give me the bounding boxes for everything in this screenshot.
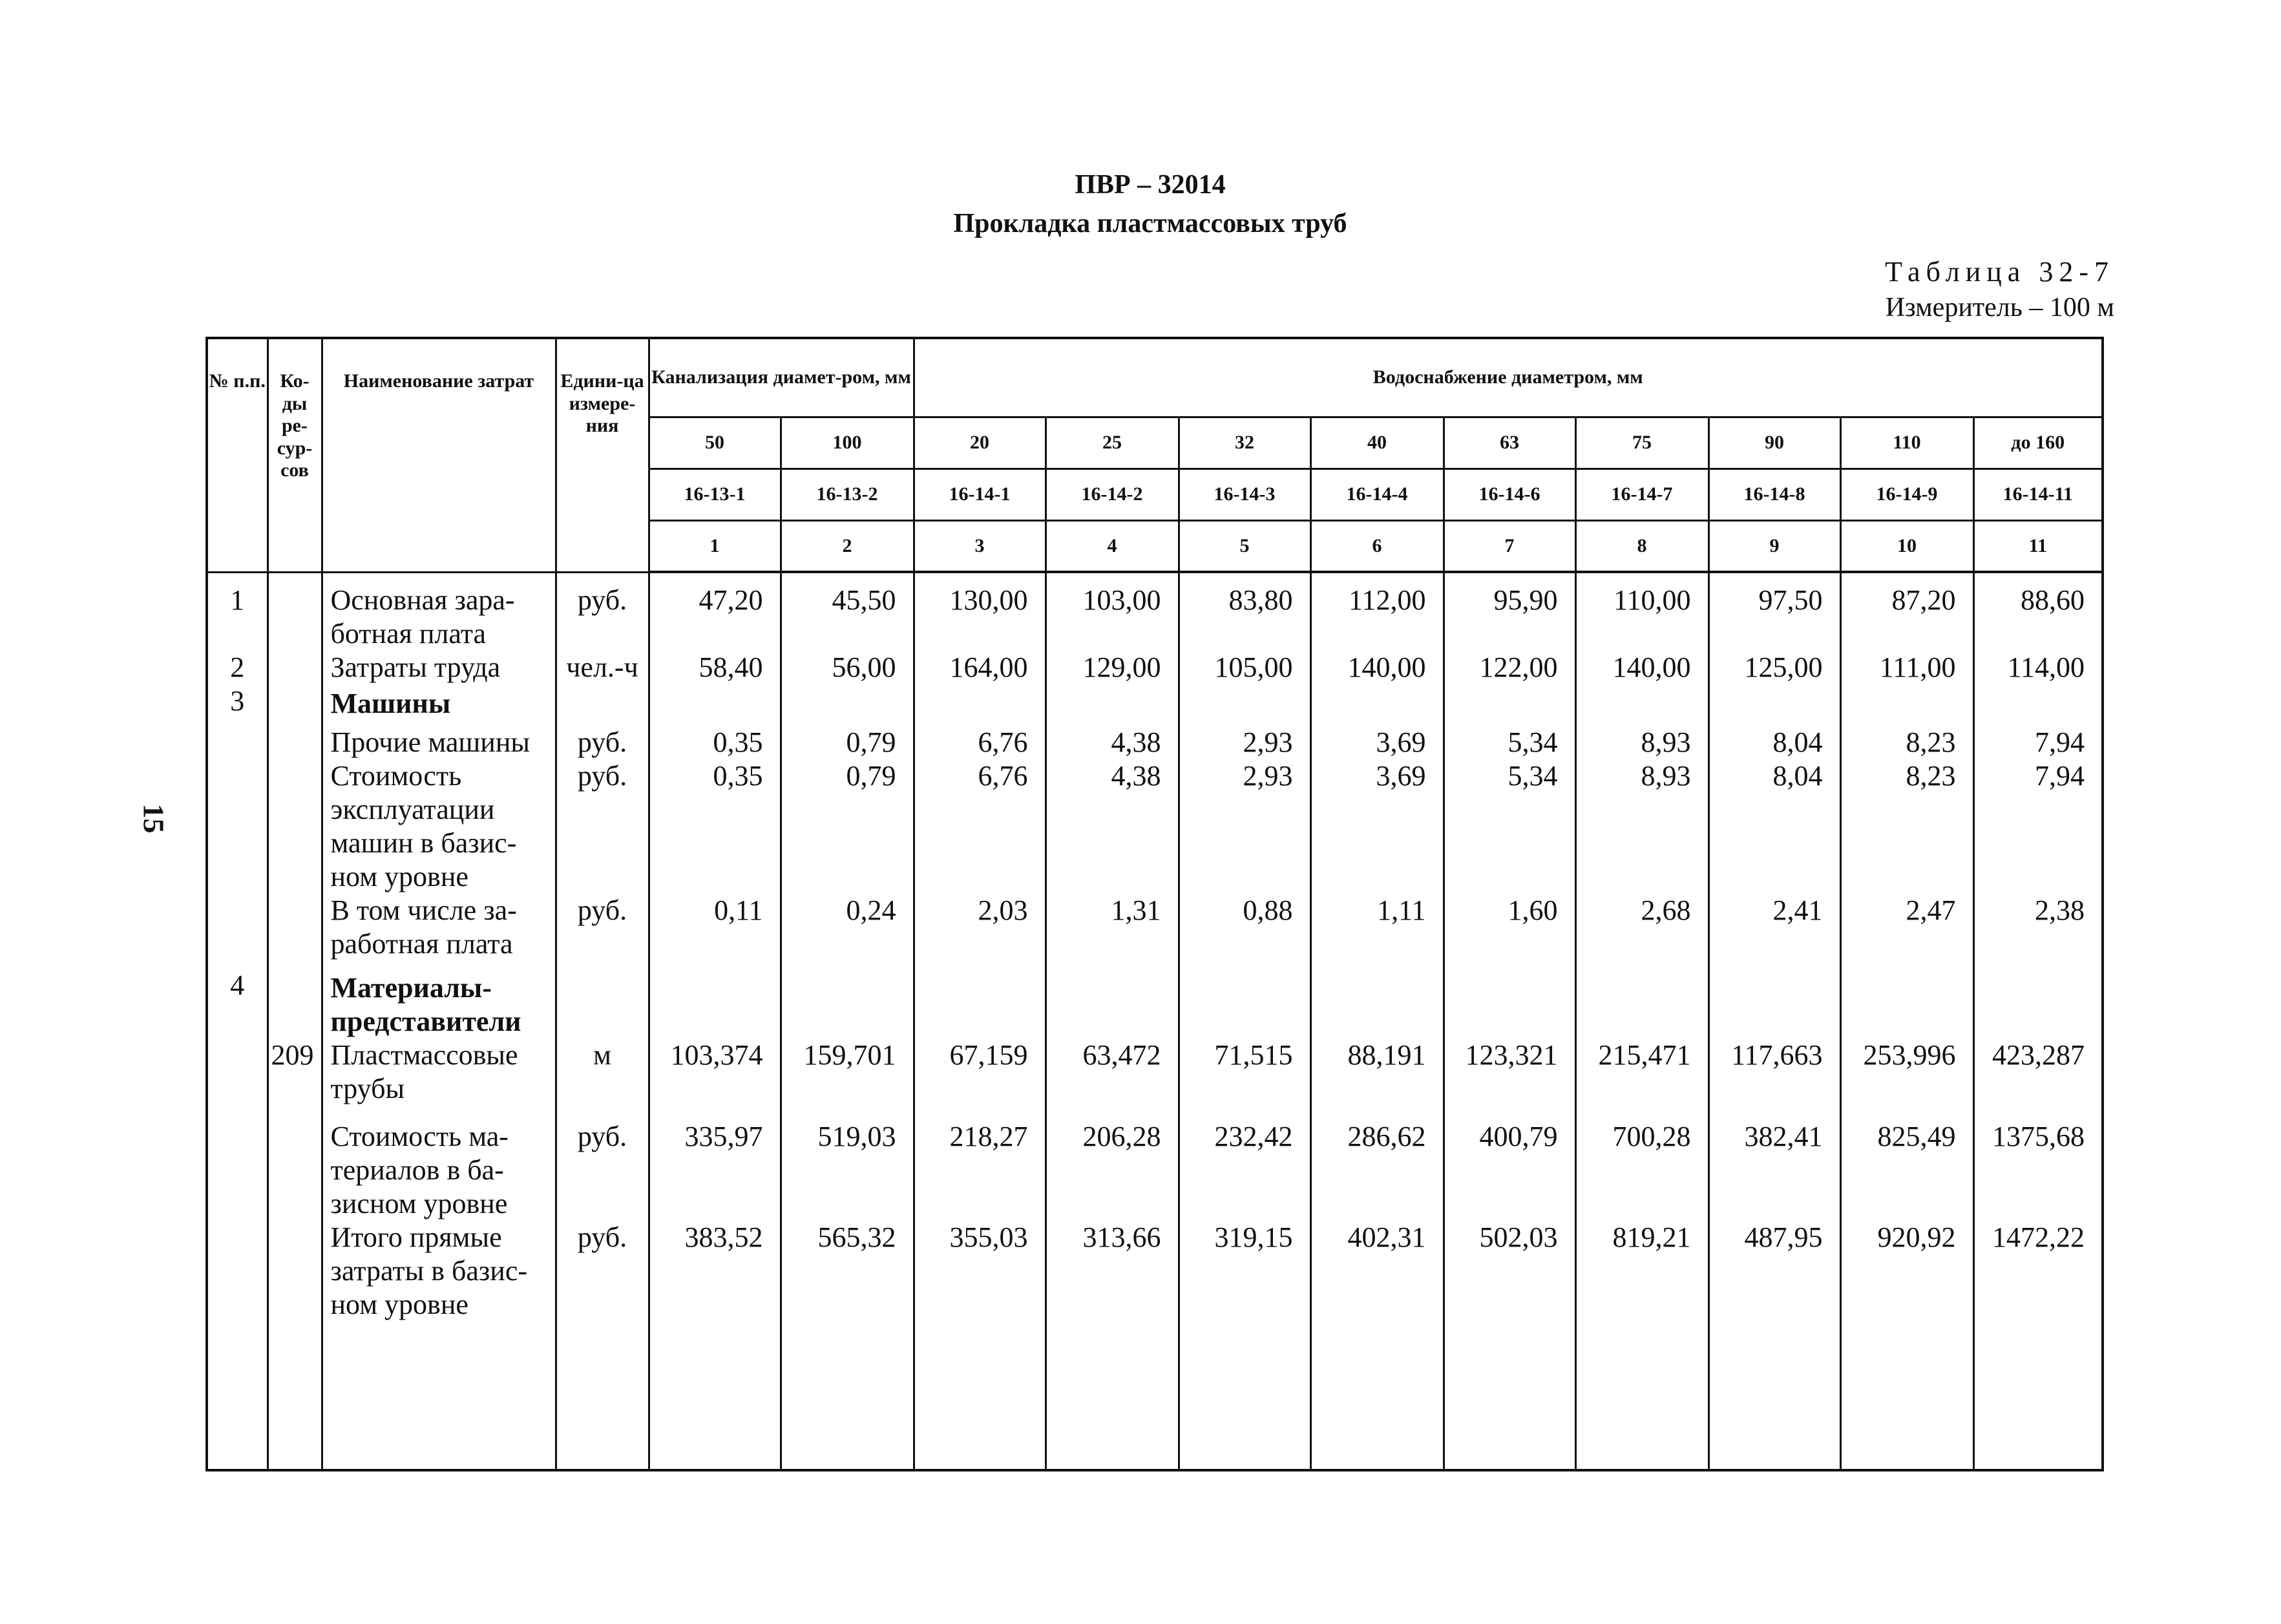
- value-cell: [781, 969, 914, 1039]
- table-row: [207, 1039, 2103, 1120]
- value-cell: 111,00: [1840, 651, 1973, 684]
- header-rate-code: 16-14-4: [1310, 469, 1444, 520]
- value-cell: 83,80: [1179, 584, 1310, 651]
- row-number: 4: [207, 969, 268, 1039]
- header-num: № п.п.: [207, 338, 268, 572]
- row-number: [207, 759, 268, 894]
- unit-of-measure: руб.: [556, 759, 649, 894]
- row-number: [207, 1039, 268, 1120]
- resource-code: [268, 759, 322, 894]
- value-cell: 2,68: [1575, 894, 1708, 969]
- cost-name: Машины: [322, 684, 556, 726]
- value-cell: 88,191: [1310, 1039, 1444, 1120]
- value-cell: 382,41: [1708, 1120, 1840, 1221]
- unit-of-measure: [556, 684, 649, 726]
- row-number: [207, 726, 268, 759]
- cost-name: Пластмассовые трубы: [322, 1039, 556, 1120]
- value-cell: 97,50: [1708, 584, 1840, 651]
- cost-name: Стоимость эксплуатации машин в базис-ном уровне: [322, 759, 556, 894]
- resource-code: [268, 1221, 322, 1355]
- value-cell: 825,49: [1840, 1120, 1973, 1221]
- filler-cell: [1179, 1355, 1310, 1470]
- header-diameter: 110: [1840, 417, 1973, 469]
- header-sewer-group: Канализация диамет-ром, мм: [649, 338, 914, 417]
- header-column-index: 3: [914, 520, 1046, 572]
- cost-name: Материалы-представители: [322, 969, 556, 1039]
- value-cell: 164,00: [914, 651, 1046, 684]
- spacer-cell: [649, 572, 781, 584]
- value-cell: 3,69: [1310, 759, 1444, 894]
- header-column-index: 6: [1310, 520, 1444, 572]
- table-row: [207, 584, 2103, 651]
- spacer-cell: [1708, 572, 1840, 584]
- filler-cell: [914, 1355, 1046, 1470]
- header-rate-code: 16-14-6: [1444, 469, 1575, 520]
- value-cell: 45,50: [781, 584, 914, 651]
- row-number: 1: [207, 584, 268, 651]
- filler-cell: [1708, 1355, 1840, 1470]
- spacer-cell: [1179, 572, 1310, 584]
- value-cell: 125,00: [1708, 651, 1840, 684]
- resource-code: [268, 584, 322, 651]
- spacer-cell: [781, 572, 914, 584]
- value-cell: 8,04: [1708, 726, 1840, 759]
- header-diameter: 100: [781, 417, 914, 469]
- value-cell: 215,471: [1575, 1039, 1708, 1120]
- value-cell: 140,00: [1310, 651, 1444, 684]
- value-cell: 130,00: [914, 584, 1046, 651]
- value-cell: [649, 969, 781, 1039]
- header-unit: Едини-ца измере-ния: [556, 338, 649, 572]
- value-cell: 56,00: [781, 651, 914, 684]
- spacer-cell: [556, 572, 649, 584]
- unit-of-measure: руб.: [556, 1221, 649, 1355]
- header-diameter: 25: [1046, 417, 1179, 469]
- header-diameter: до 160: [1973, 417, 2103, 469]
- value-cell: 122,00: [1444, 651, 1575, 684]
- unit-of-measure: м: [556, 1039, 649, 1120]
- unit-of-measure: [556, 969, 649, 1039]
- value-cell: 0,35: [649, 759, 781, 894]
- header-code: Ко-ды ре-сур-сов: [268, 338, 322, 572]
- value-cell: 2,93: [1179, 726, 1310, 759]
- value-cell: [649, 684, 781, 726]
- value-cell: 0,79: [781, 759, 914, 894]
- table-row: [207, 759, 2103, 894]
- spacer-cell: [322, 572, 556, 584]
- unit-of-measure: чел.-ч: [556, 651, 649, 684]
- value-cell: 123,321: [1444, 1039, 1575, 1120]
- value-cell: 0,11: [649, 894, 781, 969]
- value-cell: 3,69: [1310, 726, 1444, 759]
- header-column-index: 2: [781, 520, 914, 572]
- cost-name: Затраты труда: [322, 651, 556, 684]
- value-cell: 88,60: [1973, 584, 2103, 651]
- header-rate-code: 16-14-9: [1840, 469, 1973, 520]
- header-rate-code: 16-14-2: [1046, 469, 1179, 520]
- row-number: 3: [207, 684, 268, 726]
- value-cell: 2,47: [1840, 894, 1973, 969]
- value-cell: 6,76: [914, 726, 1046, 759]
- value-cell: 0,88: [1179, 894, 1310, 969]
- value-cell: [1179, 969, 1310, 1039]
- row-number: [207, 894, 268, 969]
- table-row: [207, 651, 2103, 684]
- value-cell: 5,34: [1444, 726, 1575, 759]
- value-cell: [1575, 969, 1708, 1039]
- value-cell: 1472,22: [1973, 1221, 2103, 1355]
- header-water-group: Водоснабжение диаметром, мм: [914, 338, 2103, 417]
- header-rate-code: 16-14-7: [1575, 469, 1708, 520]
- value-cell: [1708, 684, 1840, 726]
- filler-cell: [268, 1355, 322, 1470]
- value-cell: [1046, 684, 1179, 726]
- table-row: [207, 1120, 2103, 1221]
- value-cell: 286,62: [1310, 1120, 1444, 1221]
- header-rate-code: 16-13-2: [781, 469, 914, 520]
- unit-of-measure: руб.: [556, 1120, 649, 1221]
- table-row: [207, 726, 2103, 759]
- value-cell: [914, 684, 1046, 726]
- cost-name: Итого прямые затраты в базис-ном уровне: [322, 1221, 556, 1355]
- value-cell: 112,00: [1310, 584, 1444, 651]
- value-cell: [1708, 969, 1840, 1039]
- spacer-cell: [1973, 572, 2103, 584]
- header-column-index: 4: [1046, 520, 1179, 572]
- resource-code: [268, 651, 322, 684]
- header-rate-code: 16-14-11: [1973, 469, 2103, 520]
- header-diameter: 75: [1575, 417, 1708, 469]
- header-diameter: 63: [1444, 417, 1575, 469]
- value-cell: 1,31: [1046, 894, 1179, 969]
- header-column-index: 8: [1575, 520, 1708, 572]
- value-cell: [781, 684, 914, 726]
- table-number: Таблица 32-7: [1885, 256, 2114, 288]
- value-cell: 2,38: [1973, 894, 2103, 969]
- value-cell: 920,92: [1840, 1221, 1973, 1355]
- value-cell: 400,79: [1444, 1120, 1575, 1221]
- unit-of-measure: руб.: [556, 584, 649, 651]
- value-cell: 700,28: [1575, 1120, 1708, 1221]
- resource-code: [268, 726, 322, 759]
- value-cell: 63,472: [1046, 1039, 1179, 1120]
- filler-cell: [1973, 1355, 2103, 1470]
- value-cell: 1,60: [1444, 894, 1575, 969]
- value-cell: 502,03: [1444, 1221, 1575, 1355]
- value-cell: 319,15: [1179, 1221, 1310, 1355]
- spacer-cell: [1046, 572, 1179, 584]
- row-number: [207, 1221, 268, 1355]
- value-cell: 519,03: [781, 1120, 914, 1221]
- value-cell: 253,996: [1840, 1039, 1973, 1120]
- value-cell: 67,159: [914, 1039, 1046, 1120]
- value-cell: [1046, 969, 1179, 1039]
- value-cell: 402,31: [1310, 1221, 1444, 1355]
- cost-name: Основная зара-ботная плата: [322, 584, 556, 651]
- value-cell: 383,52: [649, 1221, 781, 1355]
- resource-code: 209: [268, 1039, 322, 1120]
- value-cell: [1840, 684, 1973, 726]
- value-cell: 1,11: [1310, 894, 1444, 969]
- header-rate-code: 16-13-1: [649, 469, 781, 520]
- value-cell: 159,701: [781, 1039, 914, 1120]
- value-cell: 71,515: [1179, 1039, 1310, 1120]
- value-cell: 355,03: [914, 1221, 1046, 1355]
- filler-cell: [649, 1355, 781, 1470]
- value-cell: 423,287: [1973, 1039, 2103, 1120]
- value-cell: [1179, 684, 1310, 726]
- resource-code: [268, 969, 322, 1039]
- spacer-cell: [1444, 572, 1575, 584]
- row-number: 2: [207, 651, 268, 684]
- value-cell: [914, 969, 1046, 1039]
- value-cell: [1444, 684, 1575, 726]
- cost-name: В том числе за-работная плата: [322, 894, 556, 969]
- value-cell: [1444, 969, 1575, 1039]
- value-cell: 114,00: [1973, 651, 2103, 684]
- value-cell: 6,76: [914, 759, 1046, 894]
- value-cell: 47,20: [649, 584, 781, 651]
- header-name: Наименование затрат: [322, 338, 556, 572]
- value-cell: 2,41: [1708, 894, 1840, 969]
- page-number: 15: [137, 803, 171, 834]
- value-cell: 5,34: [1444, 759, 1575, 894]
- value-cell: 218,27: [914, 1120, 1046, 1221]
- value-cell: 4,38: [1046, 726, 1179, 759]
- value-cell: [1973, 969, 2103, 1039]
- value-cell: 8,23: [1840, 726, 1973, 759]
- spacer-cell: [268, 572, 322, 584]
- value-cell: 103,374: [649, 1039, 781, 1120]
- value-cell: 2,93: [1179, 759, 1310, 894]
- value-cell: 1375,68: [1973, 1120, 2103, 1221]
- resource-code: [268, 894, 322, 969]
- header-rate-code: 16-14-8: [1708, 469, 1840, 520]
- value-cell: 105,00: [1179, 651, 1310, 684]
- value-cell: 0,79: [781, 726, 914, 759]
- measure-unit: Измеритель – 100 м: [1885, 293, 2114, 322]
- cost-name: Стоимость ма-териалов в ба-зисном уровне: [322, 1120, 556, 1221]
- header-diameter: 90: [1708, 417, 1840, 469]
- spacer-cell: [1575, 572, 1708, 584]
- spacer-cell: [207, 572, 268, 584]
- filler-cell: [781, 1355, 914, 1470]
- header-column-index: 11: [1973, 520, 2103, 572]
- value-cell: 140,00: [1575, 651, 1708, 684]
- value-cell: [1575, 684, 1708, 726]
- header-column-index: 9: [1708, 520, 1840, 572]
- header-column-index: 5: [1179, 520, 1310, 572]
- header-column-index: 10: [1840, 520, 1973, 572]
- value-cell: 206,28: [1046, 1120, 1179, 1221]
- header-column-index: 7: [1444, 520, 1575, 572]
- table-row: [207, 969, 2103, 1039]
- filler-cell: [1840, 1355, 1973, 1470]
- table-fill-row: [207, 1355, 2103, 1470]
- filler-cell: [207, 1355, 268, 1470]
- value-cell: 819,21: [1575, 1221, 1708, 1355]
- cost-name: Прочие машины: [322, 726, 556, 759]
- value-cell: 8,93: [1575, 726, 1708, 759]
- table-row: [207, 894, 2103, 969]
- filler-cell: [1046, 1355, 1179, 1470]
- filler-cell: [322, 1355, 556, 1470]
- header-diameter: 50: [649, 417, 781, 469]
- filler-cell: [1575, 1355, 1708, 1470]
- value-cell: 335,97: [649, 1120, 781, 1221]
- unit-of-measure: руб.: [556, 894, 649, 969]
- value-cell: 8,93: [1575, 759, 1708, 894]
- spacer-cell: [1840, 572, 1973, 584]
- value-cell: [1310, 684, 1444, 726]
- table-row: [207, 684, 2103, 726]
- value-cell: 110,00: [1575, 584, 1708, 651]
- filler-cell: [1444, 1355, 1575, 1470]
- spacer-cell: [1310, 572, 1444, 584]
- value-cell: 0,24: [781, 894, 914, 969]
- table-spacer-row: [207, 572, 2103, 584]
- value-cell: [1973, 684, 2103, 726]
- value-cell: 87,20: [1840, 584, 1973, 651]
- value-cell: 8,04: [1708, 759, 1840, 894]
- header-diameter: 32: [1179, 417, 1310, 469]
- value-cell: 7,94: [1973, 759, 2103, 894]
- spacer-cell: [914, 572, 1046, 584]
- document-code: ПВР – 32014: [1075, 170, 1226, 200]
- resource-code: [268, 684, 322, 726]
- value-cell: 95,90: [1444, 584, 1575, 651]
- document-title: Прокладка пластмассовых труб: [953, 209, 1347, 238]
- value-cell: [1840, 969, 1973, 1039]
- value-cell: [1310, 969, 1444, 1039]
- value-cell: 103,00: [1046, 584, 1179, 651]
- header-diameter: 40: [1310, 417, 1444, 469]
- value-cell: 58,40: [649, 651, 781, 684]
- filler-cell: [1310, 1355, 1444, 1470]
- value-cell: 232,42: [1179, 1120, 1310, 1221]
- header-rate-code: 16-14-1: [914, 469, 1046, 520]
- value-cell: 0,35: [649, 726, 781, 759]
- cost-table: [205, 337, 2104, 1471]
- value-cell: 313,66: [1046, 1221, 1179, 1355]
- value-cell: 2,03: [914, 894, 1046, 969]
- value-cell: 487,95: [1708, 1221, 1840, 1355]
- row-number: [207, 1120, 268, 1221]
- value-cell: 8,23: [1840, 759, 1973, 894]
- value-cell: 129,00: [1046, 651, 1179, 684]
- header-diameter: 20: [914, 417, 1046, 469]
- header-column-index: 1: [649, 520, 781, 572]
- filler-cell: [556, 1355, 649, 1470]
- header-rate-code: 16-14-3: [1179, 469, 1310, 520]
- value-cell: 565,32: [781, 1221, 914, 1355]
- unit-of-measure: руб.: [556, 726, 649, 759]
- value-cell: 4,38: [1046, 759, 1179, 894]
- value-cell: 7,94: [1973, 726, 2103, 759]
- table-row: [207, 1221, 2103, 1355]
- resource-code: [268, 1120, 322, 1221]
- value-cell: 117,663: [1708, 1039, 1840, 1120]
